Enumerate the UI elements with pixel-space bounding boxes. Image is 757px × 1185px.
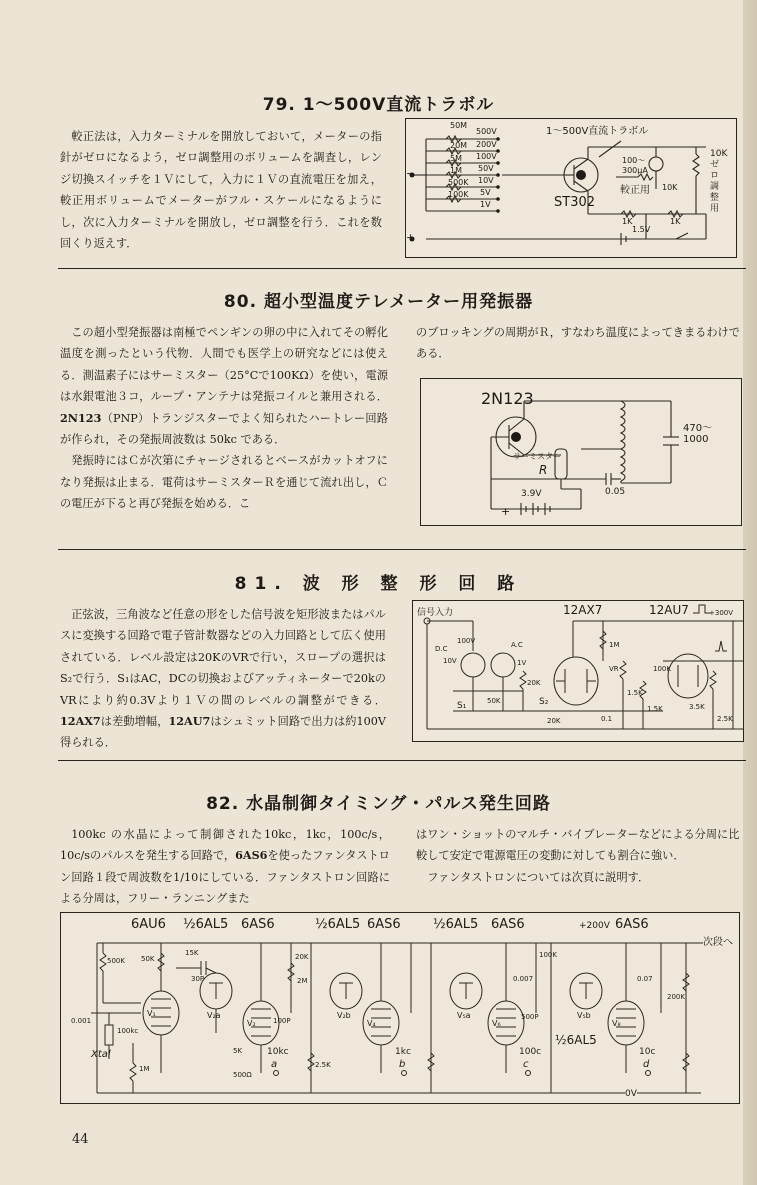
next-stage-label: 次段へ <box>703 933 733 948</box>
section-divider <box>58 549 746 550</box>
output-d-label: d <box>643 1059 650 1070</box>
res-15k-label: 15K <box>185 949 199 957</box>
section-81-bold-12ax7: 12AX7 <box>60 714 101 729</box>
switch-s1-label: S₁ <box>457 701 467 711</box>
diagram-79-caption: 1～500V直流トラボル <box>546 126 649 137</box>
res-100k-label: 100K <box>653 665 671 673</box>
section-80-continuation: のブロッキングの周期がＲ，すなわち温度によってきまるわけである． <box>416 326 740 361</box>
cap-0007-label: 0.007 <box>513 975 534 983</box>
range-label: 500V <box>476 127 497 136</box>
tube-label-6as6: 6AS6 <box>367 917 401 932</box>
tube-12au7-label: 12AU7 <box>649 603 689 617</box>
tube-v8-label: V₈ <box>612 1019 621 1028</box>
tube-label-half-6al5: ½6AL5 <box>183 917 229 932</box>
section-80-bold-transistor: 2N123 <box>60 410 102 425</box>
battery-label: 1.5V <box>632 225 651 234</box>
pulse-output-points <box>274 1071 651 1076</box>
range-10v-label: 10V <box>443 657 457 665</box>
timing-pulse-schematic <box>61 913 741 1105</box>
thermistor-r-label: R <box>539 463 548 477</box>
waveform-shaper-schematic <box>413 601 745 743</box>
tube-v1-label: V₁ <box>147 1009 156 1018</box>
res-1m-label: 1M <box>139 1065 150 1073</box>
section-82-bold-6as6: 6AS6 <box>235 848 268 863</box>
section-79-diagram <box>405 118 737 258</box>
tube-v2-label: V₂ <box>247 1019 256 1028</box>
output-a-label: a <box>271 1059 278 1070</box>
range-label: 5V <box>480 188 491 197</box>
res-2m-label: 2M <box>297 977 308 985</box>
cap-007-label: 0.07 <box>637 975 653 983</box>
section-81-paragraph <box>60 604 386 754</box>
tube-v5a-label: V₅a <box>457 1011 471 1020</box>
output-100c-label: 100c <box>519 1047 542 1057</box>
b-plus-label: +300V <box>709 609 734 617</box>
range-label: 50V <box>478 164 494 173</box>
tube-12ax7-label: 12AX7 <box>563 603 603 617</box>
section-79-title: 79. 1～500V直流トラボル <box>262 95 495 115</box>
tube-v5b-label: V₅b <box>577 1011 591 1020</box>
transistor-2n123-label: 2N123 <box>481 389 534 408</box>
b-plus-200v-label: +200V <box>579 921 610 931</box>
tank-capacitor-label: 470～1000 <box>683 423 713 445</box>
cap-01-label: 0.1 <box>601 715 613 723</box>
section-80-paragraph-1 <box>60 322 388 450</box>
res-25k-label: 2.5K <box>315 1061 331 1069</box>
output-10c-label: 10c <box>639 1047 656 1057</box>
calib-label: 較正用 <box>620 185 650 196</box>
capacitor-c-label: 0.05 <box>605 487 626 497</box>
section-79-body <box>60 126 382 254</box>
resistor-1k-label: 1K <box>670 217 681 226</box>
res-20k-label: 20K <box>295 953 309 961</box>
section-80-text-rest: （PNP）トランジスターでよく知られたハートレー回路が作られ，その発振周波数は 50kc である． <box>60 411 388 447</box>
range-resistor-label: 5M <box>450 154 462 163</box>
page-number: 44 <box>72 1132 89 1147</box>
dc-voltmeter-schematic <box>406 119 738 259</box>
res-200k-label: 200K <box>667 993 685 1001</box>
range-label: 100V <box>476 152 497 161</box>
section-82-continuation-2: ファンタストロンについては次頁に説明す． <box>427 870 650 884</box>
section-79-paragraph: 較正法は，入力ターミナルを開放しておいて，メーターの指針がゼロになるよう，ゼロ調整用のボリュームを調査し，レンジ切換スイッチを１Ｖにして，入力に１Ｖの直流電圧を加え，較正用ボリュームでメーターがフル・スケールになるようにし，次に入力ターミナルを開放し，ゼロ調整を行う．これを数回くり返えす． <box>60 130 382 251</box>
output-terminal <box>402 1071 407 1076</box>
tube-v4-label: V₄ <box>367 1019 376 1028</box>
section-divider <box>58 760 746 761</box>
dc-label: D.C <box>435 645 448 653</box>
section-82-title: 82. 水晶制御タイミング・パルス発生回路 <box>206 794 551 814</box>
tube-label-half-6al5: ½6AL5 <box>433 917 479 932</box>
range-label: 1V <box>480 200 491 209</box>
section-80-diagram <box>420 378 742 526</box>
tube-v2b-label: V₂b <box>337 1011 351 1020</box>
tube-label-6as6: 6AS6 <box>615 917 649 932</box>
section-82-text: 100kc の水晶によって制御された10kc，1kc，100c/s，10c/sのパルスを発生する回路で， <box>60 828 390 863</box>
range-label: 10V <box>478 176 494 185</box>
section-81-body <box>60 604 386 754</box>
switch-s2-label: S₂ <box>539 697 549 707</box>
output-terminal <box>646 1071 651 1076</box>
range-resistor-label: 500K <box>448 178 469 187</box>
output-b-label: b <box>399 1059 406 1070</box>
section-80-body <box>60 322 388 515</box>
section-81-text-mid: は差動増幅， <box>100 715 169 729</box>
zero-adjust-label: 10Kゼロ調整用 <box>710 149 728 214</box>
tube-v6-label: V₆ <box>492 1019 501 1028</box>
section-82-diagram <box>60 912 740 1104</box>
meter-range-label: 100～300μA <box>622 156 648 175</box>
range-1v-label: 1V <box>517 659 527 667</box>
section-82-continuation <box>416 824 742 888</box>
tube-label-6as6: 6AS6 <box>241 917 275 932</box>
res-5k-label: 5K <box>233 1047 243 1055</box>
vr-label: VR <box>609 665 619 673</box>
zero-volt-label: 0V <box>625 1089 637 1099</box>
cap-0001-label: 0.001 <box>71 1017 92 1025</box>
calib-resistor-label: 10K <box>662 183 678 192</box>
res-35k-label: 3.5K <box>689 703 705 711</box>
tube-label-6au6: 6AU6 <box>131 917 166 932</box>
output-terminal <box>526 1071 531 1076</box>
cap-30p-label: 30P <box>191 975 205 983</box>
tube-v2a-label: V₂a <box>207 1011 221 1020</box>
resistor-1k-label: 1K <box>622 217 633 226</box>
section-82-text-rest: を使ったファンタストロン回路１段で周波数を1/10にしている．ファンタストロン回路による分周は，フリー・ランニングまた <box>60 849 390 906</box>
section-80-title: 80. 超小型温度テレメーター用発振器 <box>223 292 534 312</box>
res-50k-label: 50K <box>487 697 501 705</box>
battery-39v-label: 3.9V <box>521 489 542 499</box>
xtal-label: Xtal <box>91 1049 111 1060</box>
range-resistor-label: 50M <box>450 121 468 130</box>
vr-20k-label: 20K <box>527 679 541 687</box>
res-100k-label: 100K <box>539 951 557 959</box>
ac-label: A.C <box>511 641 523 649</box>
section-82-body <box>60 824 390 910</box>
res-20k-label: 20K <box>547 717 561 725</box>
cap-100p-label: 100P <box>273 1017 291 1025</box>
section-divider <box>58 268 746 269</box>
range-100v-label: 100V <box>457 637 476 645</box>
battery-plus-label: + <box>501 505 511 518</box>
output-c-label: c <box>523 1059 529 1070</box>
output-terminal <box>274 1071 279 1076</box>
tube-label-6as6: 6AS6 <box>491 917 525 932</box>
range-resistor-label: 100K <box>448 190 469 199</box>
plus-terminal: + <box>406 231 416 244</box>
hartley-oscillator-schematic <box>421 379 743 527</box>
minus-terminal: − <box>406 167 416 180</box>
transistor-label: ST302 <box>554 195 596 210</box>
range-resistor-label: 20M <box>450 141 468 150</box>
res-25k-label: 2.5K <box>717 715 733 723</box>
output-1kc-label: 1kc <box>395 1047 411 1057</box>
section-81-text: 正弦波，三角波など任意の形をした信号波を矩形波またはパルスに変換する回路で電子管計数器などの入力回路として広く使用されている．レベル設定は20KのVRで行い，スロープの選択はS₂で行う．S₁はAC，DCの切換およびアッティネーターで20kのVRにより約0.3Vより１Ｖの間のレベルの調整ができる． <box>60 608 386 707</box>
res-15k-label: 1.5K <box>627 689 643 697</box>
res-1m-label: 1M <box>609 641 620 649</box>
section-81-diagram <box>412 600 744 742</box>
section-80-paragraph-2: 発振時にはＣが次第にチャージされるとベースがカットオフになり発振は止まる．電荷はサーミスターＲを通じて流れ出し，Ｃの電圧が下ると再び発振を始める．こ <box>60 454 388 511</box>
res-500ohm-label: 500Ω <box>233 1071 252 1079</box>
output-10kc-label: 10kc <box>267 1047 289 1057</box>
half-6al5-label: ½6AL5 <box>555 1033 597 1047</box>
res-15k-label: 1.5K <box>647 705 663 713</box>
cap-500p-label: 500P <box>521 1013 539 1021</box>
section-82-paragraph <box>60 824 390 910</box>
section-81-text-end: はシュミット回路で出力は約100V得られる． <box>60 715 386 750</box>
xtal-100kc-label: 100kc <box>117 1027 139 1035</box>
section-81-bold-12au7: 12AU7 <box>168 714 211 729</box>
res-50k-label: 50K <box>141 955 155 963</box>
section-80-text: この超小型発振器は南極でペンギンの卵の中に入れてその孵化温度を測ったという代物．人間でも医学上の研究などには使える．測温素子にはサーミスター（25°Cで100KΩ）を使い，電源は水銀電池３コ，ループ・アンテナは発振コイルと兼用される． <box>60 326 388 404</box>
section-82-continuation-1: はワン・ショットのマルチ・バイブレーターなどによる分周に比較して安定で電源電圧の変動に対しても割合に強い． <box>416 828 740 863</box>
range-resistor-label: 1M <box>450 166 462 175</box>
res-500k-label: 500K <box>107 957 125 965</box>
thermistor-label: サーミスター <box>513 452 561 461</box>
range-label: 200V <box>476 140 497 149</box>
signal-input-label: 信号入力 <box>417 608 454 618</box>
section-81-title: 81. 波 形 整 形 回 路 <box>234 574 523 594</box>
tube-label-half-6al5: ½6AL5 <box>315 917 361 932</box>
